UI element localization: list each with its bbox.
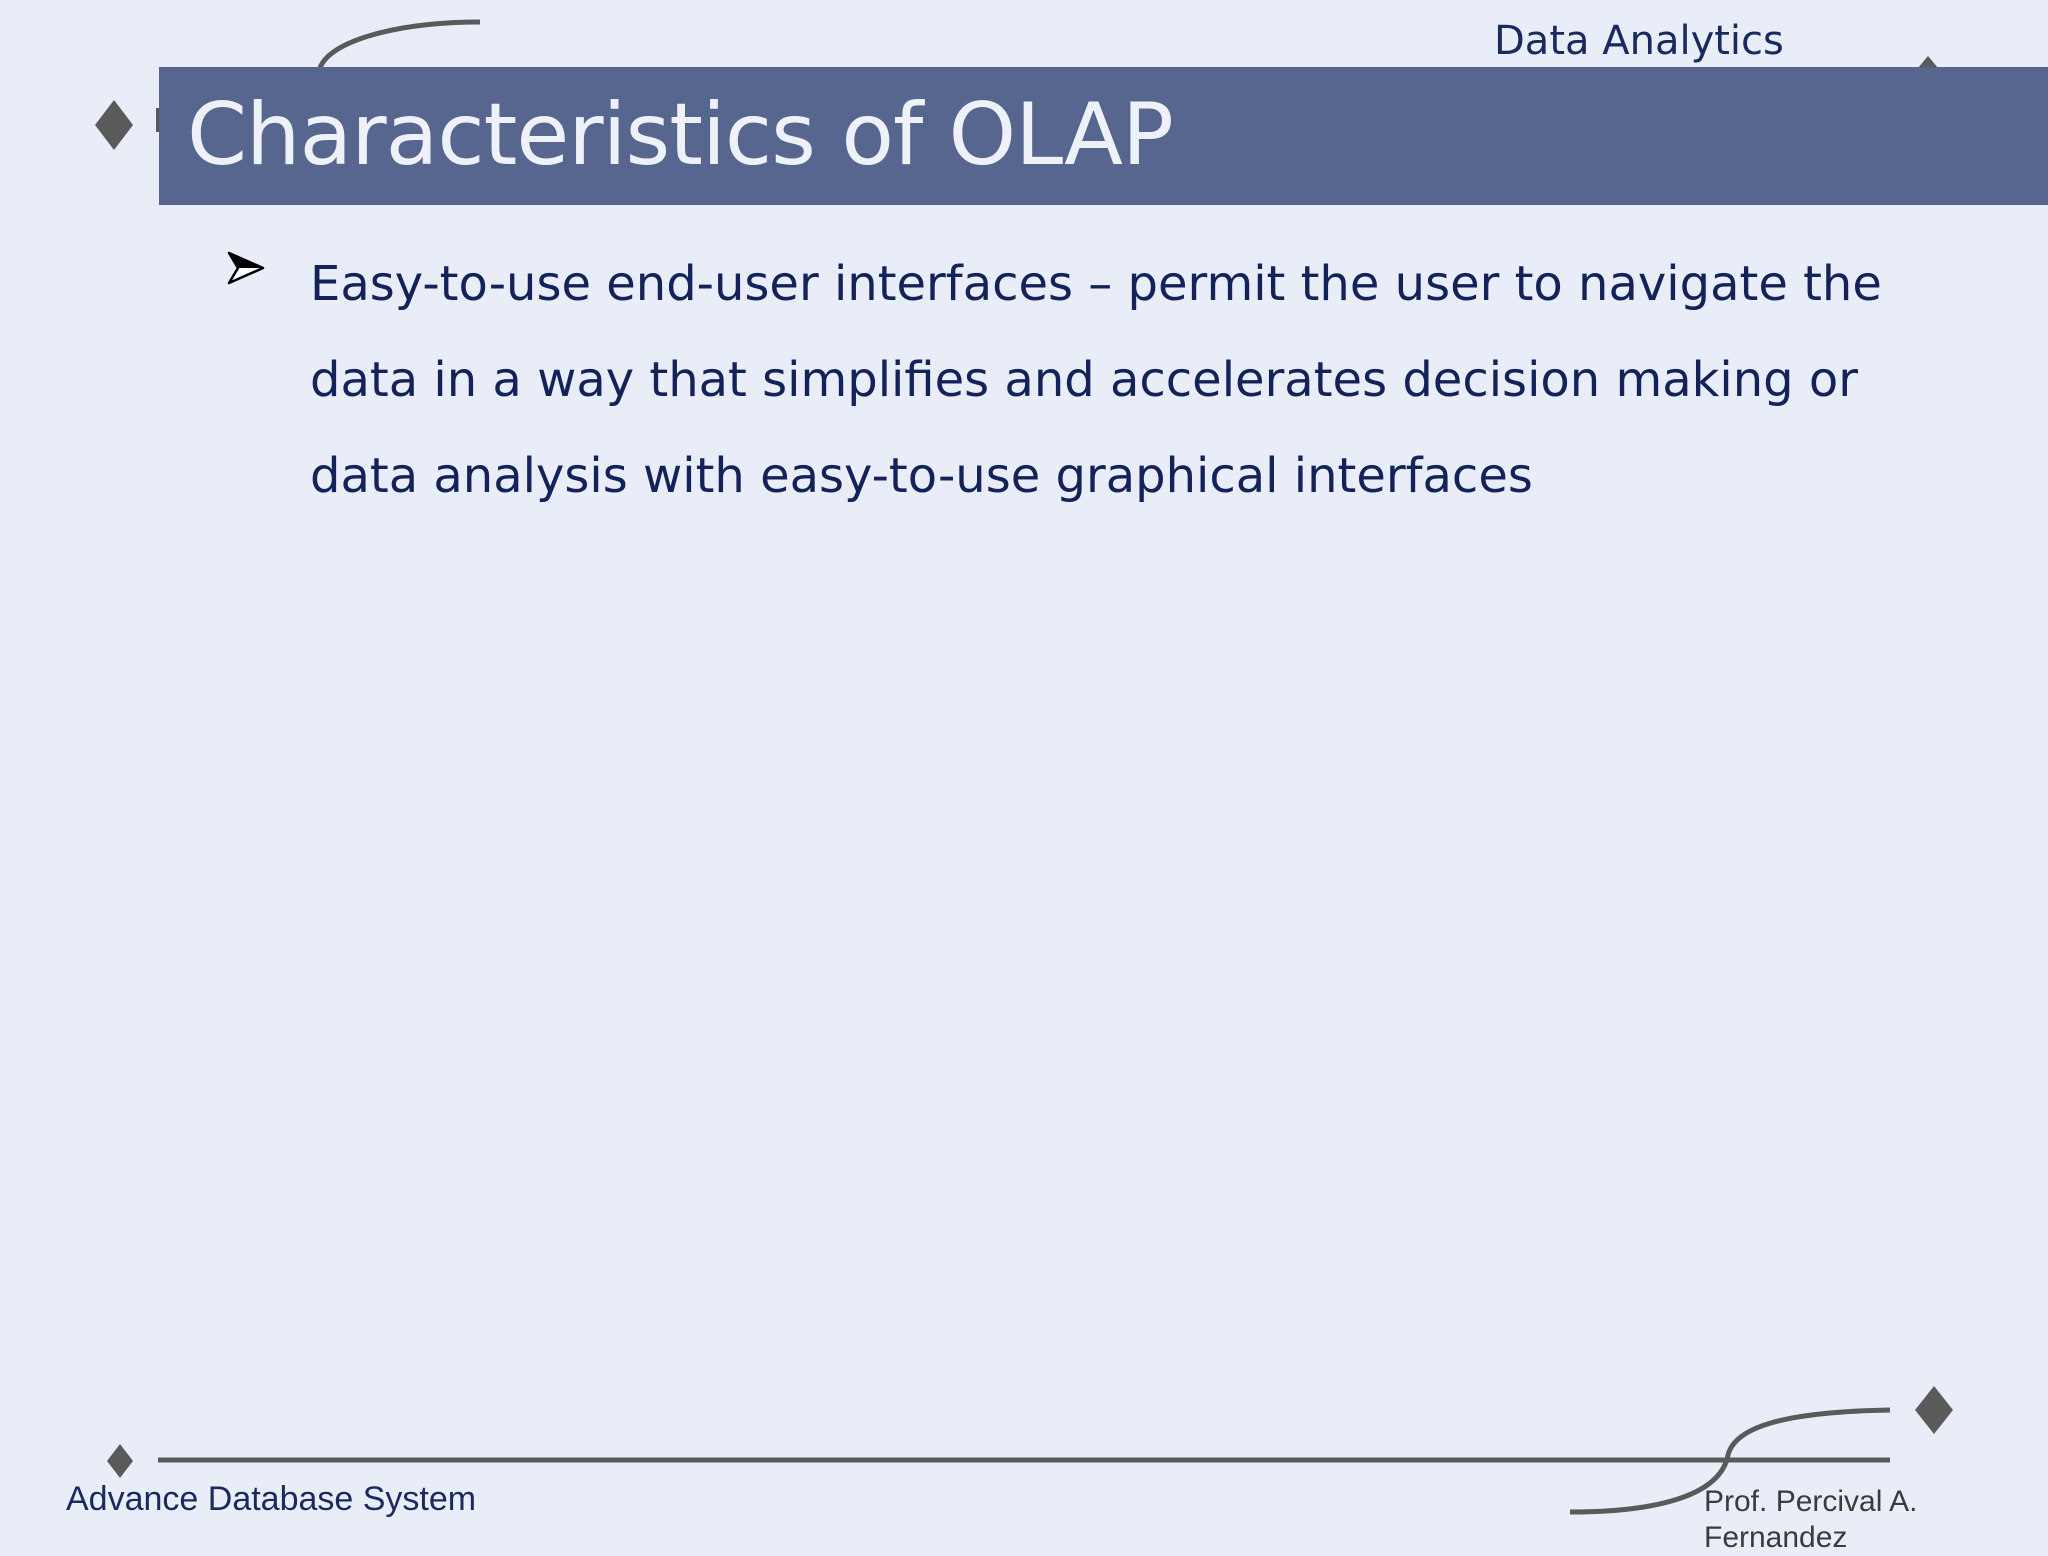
- footer-left-diamond: [107, 1444, 133, 1478]
- title-bar: [159, 67, 2048, 205]
- footer-right-diamond: [1915, 1386, 1953, 1434]
- arrowhead-bullet-icon: [226, 248, 266, 292]
- slide-title: Characteristics of OLAP: [187, 85, 1173, 185]
- top-left-diamond: [95, 100, 133, 150]
- bullet-text: Easy-to-use end-user interfaces – permit the user to navigate the data in a way that simplifies and accelerates decision making or data analysis with easy-to-use graphical interfaces: [310, 256, 1882, 504]
- footer-author: Prof. Percival A. Fernandez: [1704, 1485, 1918, 1554]
- footer-course-name: Advance Database System: [66, 1480, 477, 1518]
- course-label: Data Analytics: [1494, 18, 1784, 64]
- top-left-curve: [320, 22, 480, 68]
